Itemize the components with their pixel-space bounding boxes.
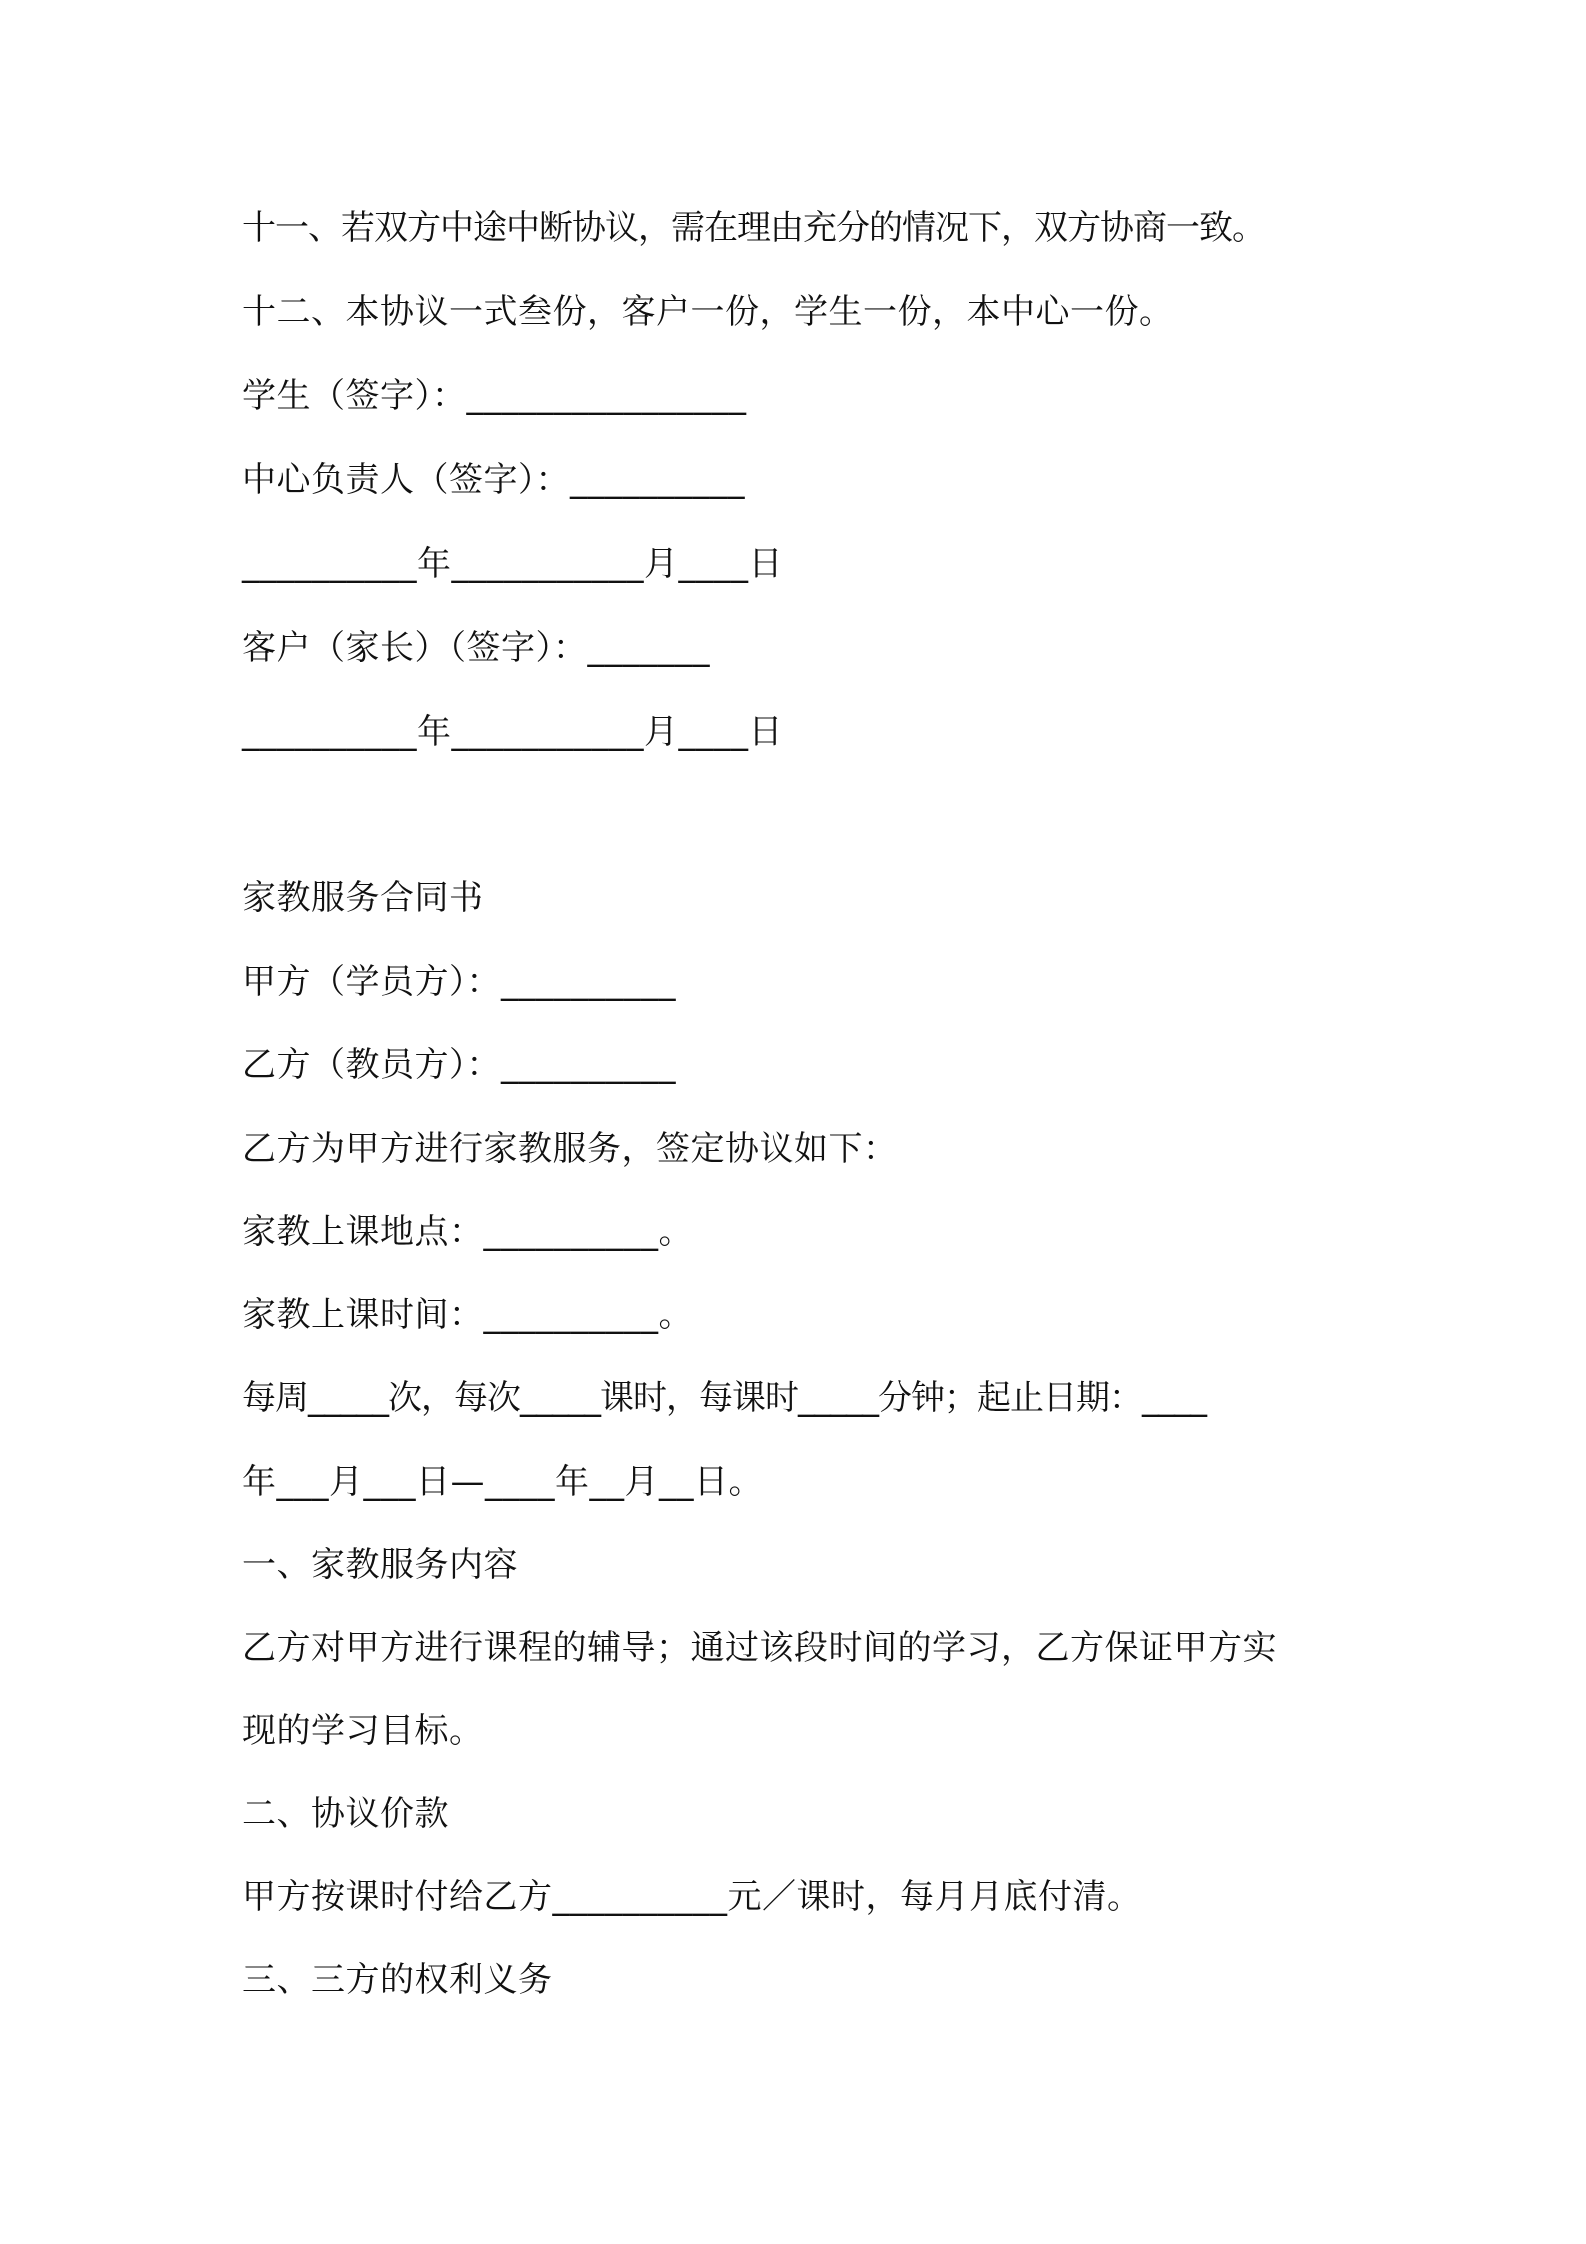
party-a-line: 甲方（学员方）：__________ <box>242 962 676 1002</box>
date-line-2: __________年___________月____日 <box>242 712 783 752</box>
section-1-heading: 一、家教服务内容 <box>242 1545 518 1585</box>
student-signature-line: 学生（签字）：________________ <box>242 376 747 416</box>
section-1-body-line-1: 乙方对甲方进行课程的辅导；通过该段时间的学习，乙方保证甲方实 <box>242 1628 1277 1668</box>
schedule-line: 每周_____次，每次_____课时，每课时_____分钟；起止日期：____ <box>242 1378 1206 1418</box>
date-line-1: __________年___________月____日 <box>242 544 783 584</box>
section-2-body: 甲方按课时付给乙方__________元／课时，每月月底付清。 <box>242 1877 1142 1917</box>
agreement-intro: 乙方为甲方进行家教服务，签定协议如下： <box>242 1129 898 1169</box>
section-1-body-line-2: 现的学习目标。 <box>242 1711 484 1751</box>
client-signature-line: 客户（家长）（签字）：_______ <box>242 628 710 668</box>
clause-11: 十一、若双方中途中断协议，需在理由充分的情况下，双方协商一致。 <box>242 208 1265 248</box>
clause-12: 十二、本协议一式叁份，客户一份，学生一份，本中心一份。 <box>242 292 1174 332</box>
party-b-line: 乙方（教员方）：__________ <box>242 1045 676 1085</box>
contract-title: 家教服务合同书 <box>242 878 484 918</box>
center-manager-signature-line: 中心负责人（签字）：__________ <box>242 460 745 500</box>
schedule-date-range: 年___月___日—____年__月__日。 <box>242 1462 763 1502</box>
lesson-location-line: 家教上课地点：__________。 <box>242 1212 693 1252</box>
section-3-heading: 三、三方的权利义务 <box>242 1960 553 2000</box>
lesson-time-line: 家教上课时间：__________。 <box>242 1295 693 1335</box>
section-2-heading: 二、协议价款 <box>242 1794 449 1834</box>
